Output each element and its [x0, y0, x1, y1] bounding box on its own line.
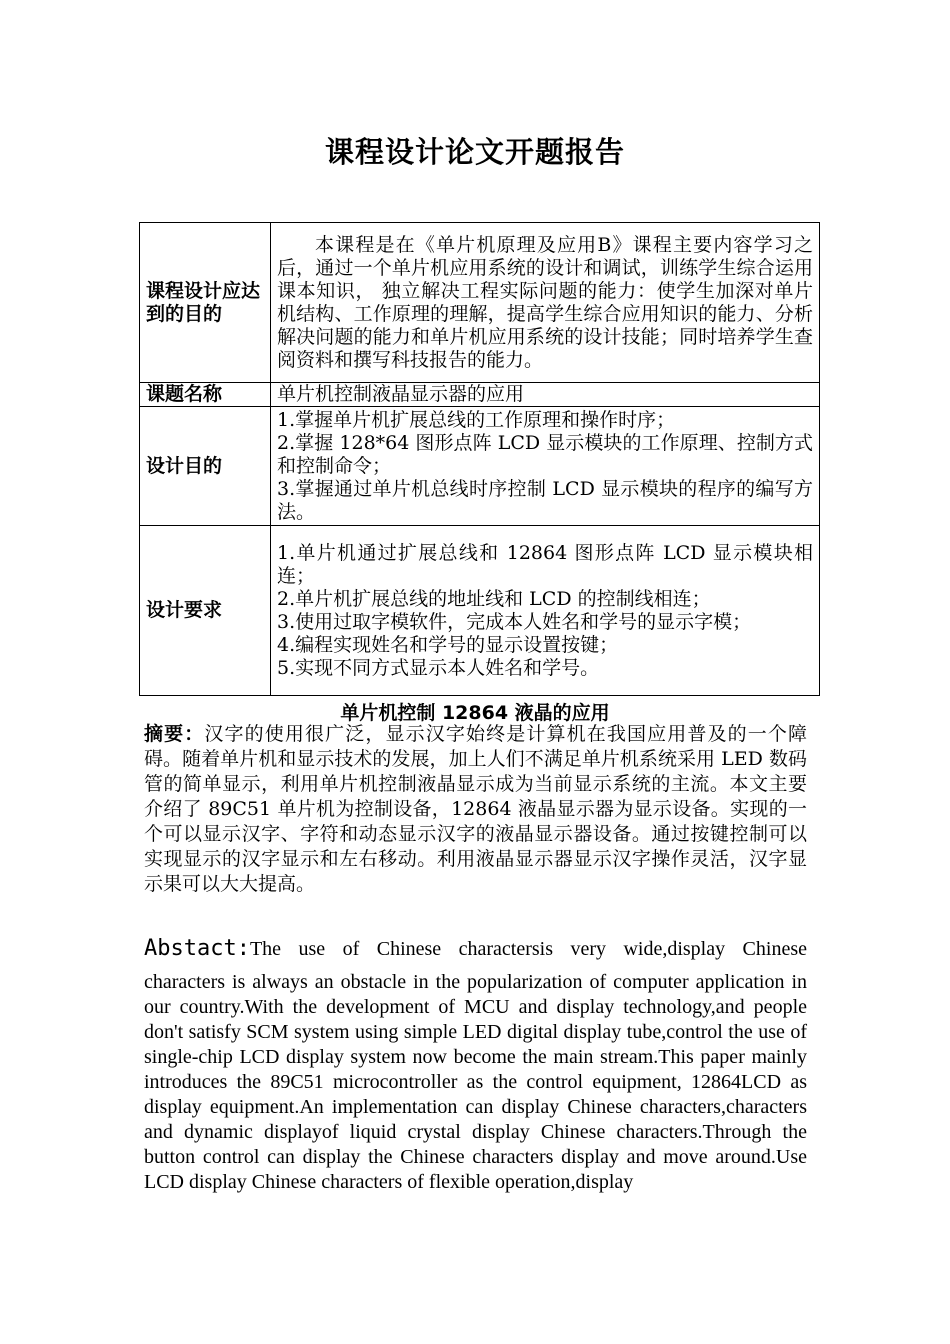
table-row — [140, 526, 820, 696]
row-label-topic: 课题名称 — [140, 383, 271, 407]
table-row — [140, 223, 820, 383]
row-value-design-goal — [271, 407, 820, 526]
row-label-purpose: 课程设计应达到的目的 — [140, 223, 271, 383]
abstract-cn-label: 摘要： — [144, 723, 205, 745]
abstract-en-first-line — [144, 934, 807, 964]
abstract-en-first-text: The use of Chinese charactersis very wide,display Chinese — [249, 938, 807, 960]
design-req-item: 2.单片机扩展总线的地址线和 LCD 的控制线相连； — [277, 587, 711, 610]
design-goal-item: 1.掌握单片机扩展总线的工作原理和操作时序； — [277, 408, 676, 431]
design-goal-item: 3.掌握通过单片机总线时序控制 LCD 显示模块的程序的编写方法。 — [277, 477, 813, 523]
row-value-design-req — [271, 526, 820, 696]
design-req-item: 5.实现不同方式显示本人姓名和学号。 — [277, 656, 600, 679]
abstract-en-label: Abstact: — [144, 936, 250, 961]
design-goal-item: 2.掌握 128*64 图形点阵 LCD 显示模块的工作原理、控制方式和控制命令； — [277, 431, 813, 477]
abstract-en — [144, 934, 807, 1195]
design-req-item: 1.单片机通过扩展总线和 12864 图形点阵 LCD 显示模块相连； — [277, 541, 813, 587]
design-req-item: 4.编程实现姓名和学号的显示设置按键； — [277, 633, 619, 656]
abstract-cn — [144, 722, 807, 897]
abstract-en-text: characters is always an obstacle in the popularization of computer application in our country.With the development of MCU and display technology,and people don't satisfy SCM system using simple LED digital display tube,control the use of single-chip LCD display system now become the main stream.This paper mainly introduces the 89C51 microcontroller as the control equipment, 12864LCD as display equipment.An implementation can display Chinese characters,characters and dynamic displayof liquid crystal display Chinese characters.Through the button control can display the Chinese characters display and move around.Use LCD display Chinese characters of flexible operation,display — [144, 971, 807, 1193]
purpose-text: 本课程是在《单片机原理及应用B》课程主要内容学习之后，通过一个单片机应用系统的设计和调试，训练学生综合运用课本知识， 独立解决工程实际问题的能力：使学生加深对单片机结构、工作原理的理解，提高学生综合应用知识的能力、分析解决问题的能力和单片机应用系统的设计技能；同时培养学生查阅资料和撰写科技报告的能力。 — [277, 233, 813, 371]
table-row — [140, 383, 820, 407]
row-label-design-goal: 设计目的 — [140, 407, 271, 526]
design-req-item: 3.使用过取字模软件，完成本人姓名和学号的显示字模； — [277, 610, 752, 633]
topic-text: 单片机控制液晶显示器的应用 — [277, 383, 525, 405]
report-table — [139, 222, 820, 696]
row-label-design-req: 设计要求 — [140, 526, 271, 696]
row-value-purpose — [271, 223, 820, 383]
page-title: 课程设计论文开题报告 — [324, 135, 625, 169]
row-value-topic — [271, 383, 820, 407]
table-row — [140, 407, 820, 526]
abstract-cn-text: 汉字的使用很广泛，显示汉字始终是计算机在我国应用普及的一个障碍。随着单片机和显示技术的发展，加上人们不满足单片机系统采用 LED 数码管的简单显示，利用单片机控制液晶显示成为当前显示系统的主流。本文主要介绍了 89C51 单片机为控制设备，12864 液晶显示器为显示设备。实现的一个可以显示汉字、字符和动态显示汉字的液晶显示器设备。通过按键控制可以实现显示的汉字显示和左右移动。利用液晶显示器显示汉字操作灵活，汉字显示果可以大大提高。 — [144, 723, 807, 895]
section-title: 单片机控制 12864 液晶的应用 — [340, 702, 610, 724]
